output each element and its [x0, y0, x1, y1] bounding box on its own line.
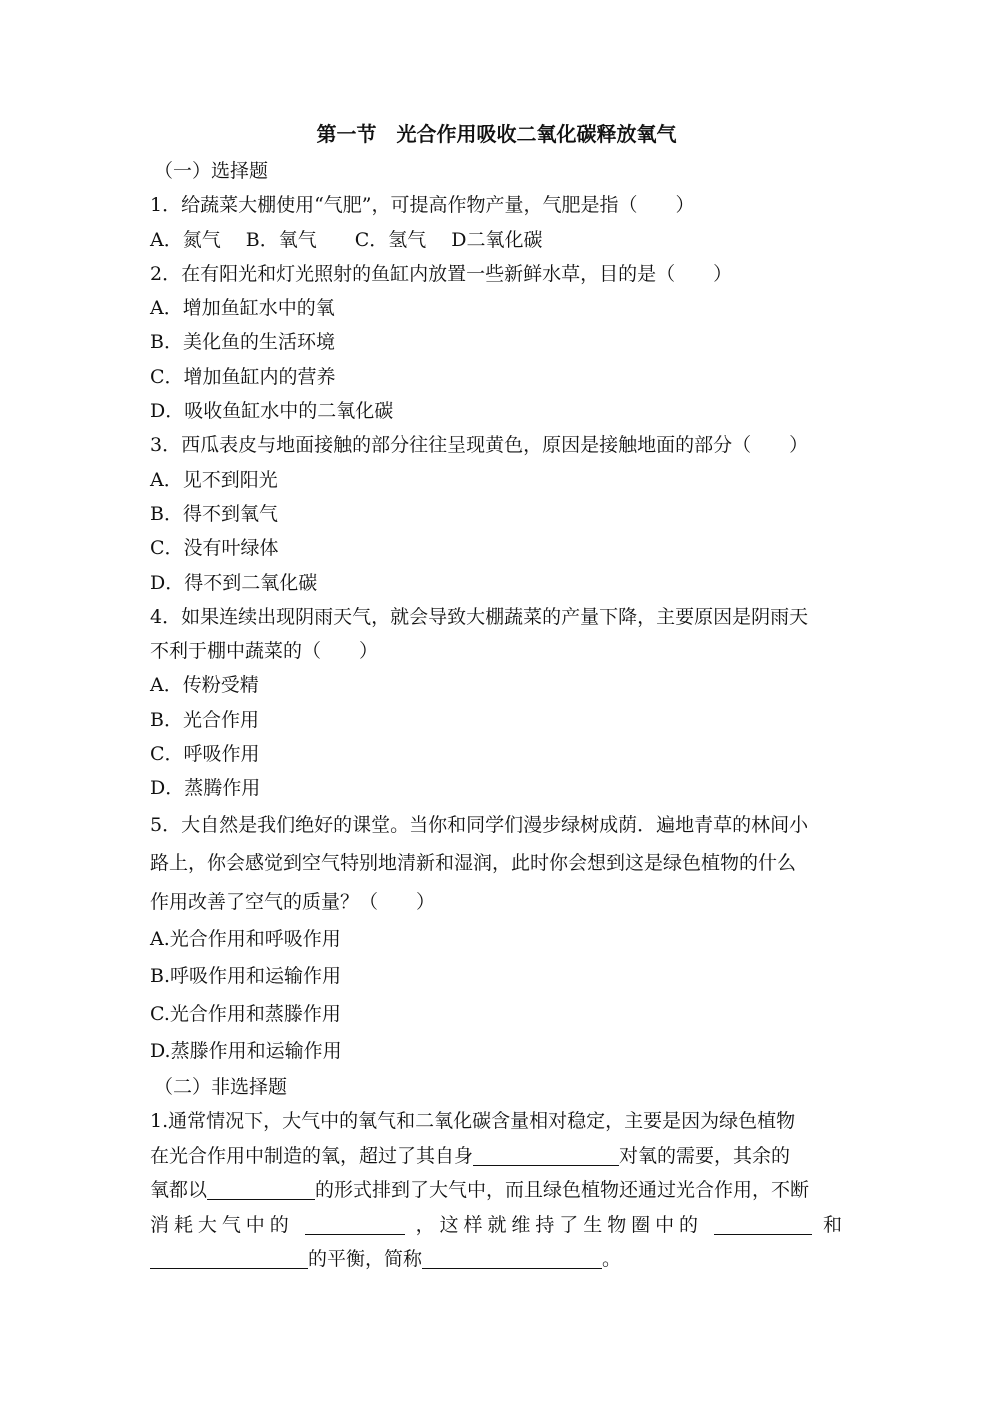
- answer-blank-3[interactable]: [305, 1214, 405, 1235]
- fill-text: 的平衡，简称: [308, 1248, 423, 1271]
- fill-text: 在光合作用中制造的氧，超过了其自身: [150, 1144, 474, 1167]
- page-title: 第一节 光合作用吸收二氧化碳释放氧气: [316, 122, 677, 146]
- fill-text-line: [150, 1208, 842, 1243]
- question-stem: 2．在有阳光和灯光照射的鱼缸内放置一些新鲜水草，目的是（ ）: [150, 262, 733, 285]
- fill-text: 和: [822, 1213, 842, 1236]
- option-b: B.呼吸作用和运输作用: [150, 965, 342, 988]
- section-heading-nonchoice: （二）非选择题: [154, 1075, 288, 1098]
- question-stem-line: 4．如果连续出现阴雨天气，就会导致大棚蔬菜的产量下降，主要原因是阴雨天: [150, 605, 809, 628]
- question-stem-line: 不利于棚中蔬菜的（ ）: [150, 640, 379, 663]
- option-a: A.光合作用和呼吸作用: [150, 928, 341, 951]
- option-c: C.光合作用和蒸滕作用: [150, 1002, 341, 1025]
- question-stem-line: 5．大自然是我们绝好的课堂。当你和同学们漫步绿树成荫．遍地青草的林间小: [150, 813, 809, 836]
- option-a: A．见不到阳光: [150, 468, 278, 491]
- question-options: A．氮气 B．氧气 C．氢气 D二氧化碳: [150, 228, 543, 251]
- question-4: [150, 600, 842, 806]
- option-b: B．得不到氧气: [150, 502, 278, 525]
- question-2: [150, 257, 842, 428]
- section-heading-choice: （一）选择题: [154, 160, 269, 182]
- option-d: D．得不到二氧化碳: [150, 571, 318, 594]
- fill-text-line: [150, 1139, 842, 1174]
- fill-text: 对氧的需要，其余的: [619, 1144, 791, 1167]
- answer-blank-2[interactable]: [207, 1179, 315, 1200]
- fill-in-question-1: [150, 1104, 842, 1277]
- fill-text-line: [150, 1173, 842, 1208]
- option-b: B．光合作用: [150, 708, 259, 731]
- option-b: B．美化鱼的生活环境: [150, 331, 335, 354]
- fill-text: 的形式排到了大气中，而且绿色植物还通过光合作用，不断: [315, 1179, 810, 1202]
- option-d: D．蒸腾作用: [150, 777, 261, 800]
- question-1: [150, 188, 842, 257]
- question-5-options: [150, 921, 842, 1070]
- option-a: A．增加鱼缸水中的氧: [150, 297, 335, 320]
- question-5: [150, 806, 842, 922]
- fill-text: 氧都以: [150, 1179, 208, 1202]
- fill-text: 消耗大气中的: [150, 1213, 294, 1236]
- option-d: D．吸收鱼缸水中的二氧化碳: [150, 400, 394, 423]
- option-c: C．增加鱼缸内的营养: [150, 365, 336, 388]
- answer-blank-4[interactable]: [714, 1214, 812, 1235]
- question-stem-line: 路上，你会感觉到空气特别地清新和湿润，此时你会想到这是绿色植物的什么: [150, 852, 797, 875]
- answer-blank-6[interactable]: [422, 1248, 602, 1269]
- question-stem: 1．给蔬菜大棚使用“气肥”，可提高作物产量，气肥是指（ ）: [150, 194, 695, 217]
- option-c: C．呼吸作用: [150, 743, 260, 766]
- question-3: [150, 428, 842, 599]
- option-c: C．没有叶绿体: [150, 537, 279, 560]
- answer-blank-1[interactable]: [473, 1145, 619, 1166]
- fill-text: ，这样就维持了生物圈中的: [415, 1213, 703, 1236]
- question-stem-line: 作用改善了空气的质量？（ ）: [150, 890, 436, 913]
- option-a: A．传粉受精: [150, 674, 259, 697]
- fill-text-line: [150, 1242, 842, 1277]
- fill-text-line: 1.通常情况下，大气中的氧气和二氧化碳含量相对稳定，主要是因为绿色植物: [150, 1110, 796, 1133]
- answer-blank-5[interactable]: [150, 1248, 308, 1269]
- option-d: D.蒸滕作用和运输作用: [150, 1039, 342, 1062]
- document-content: [150, 154, 842, 1277]
- fill-text: 。: [602, 1248, 622, 1271]
- question-stem: 3．西瓜表皮与地面接触的部分往往呈现黄色，原因是接触地面的部分（ ）: [150, 434, 809, 457]
